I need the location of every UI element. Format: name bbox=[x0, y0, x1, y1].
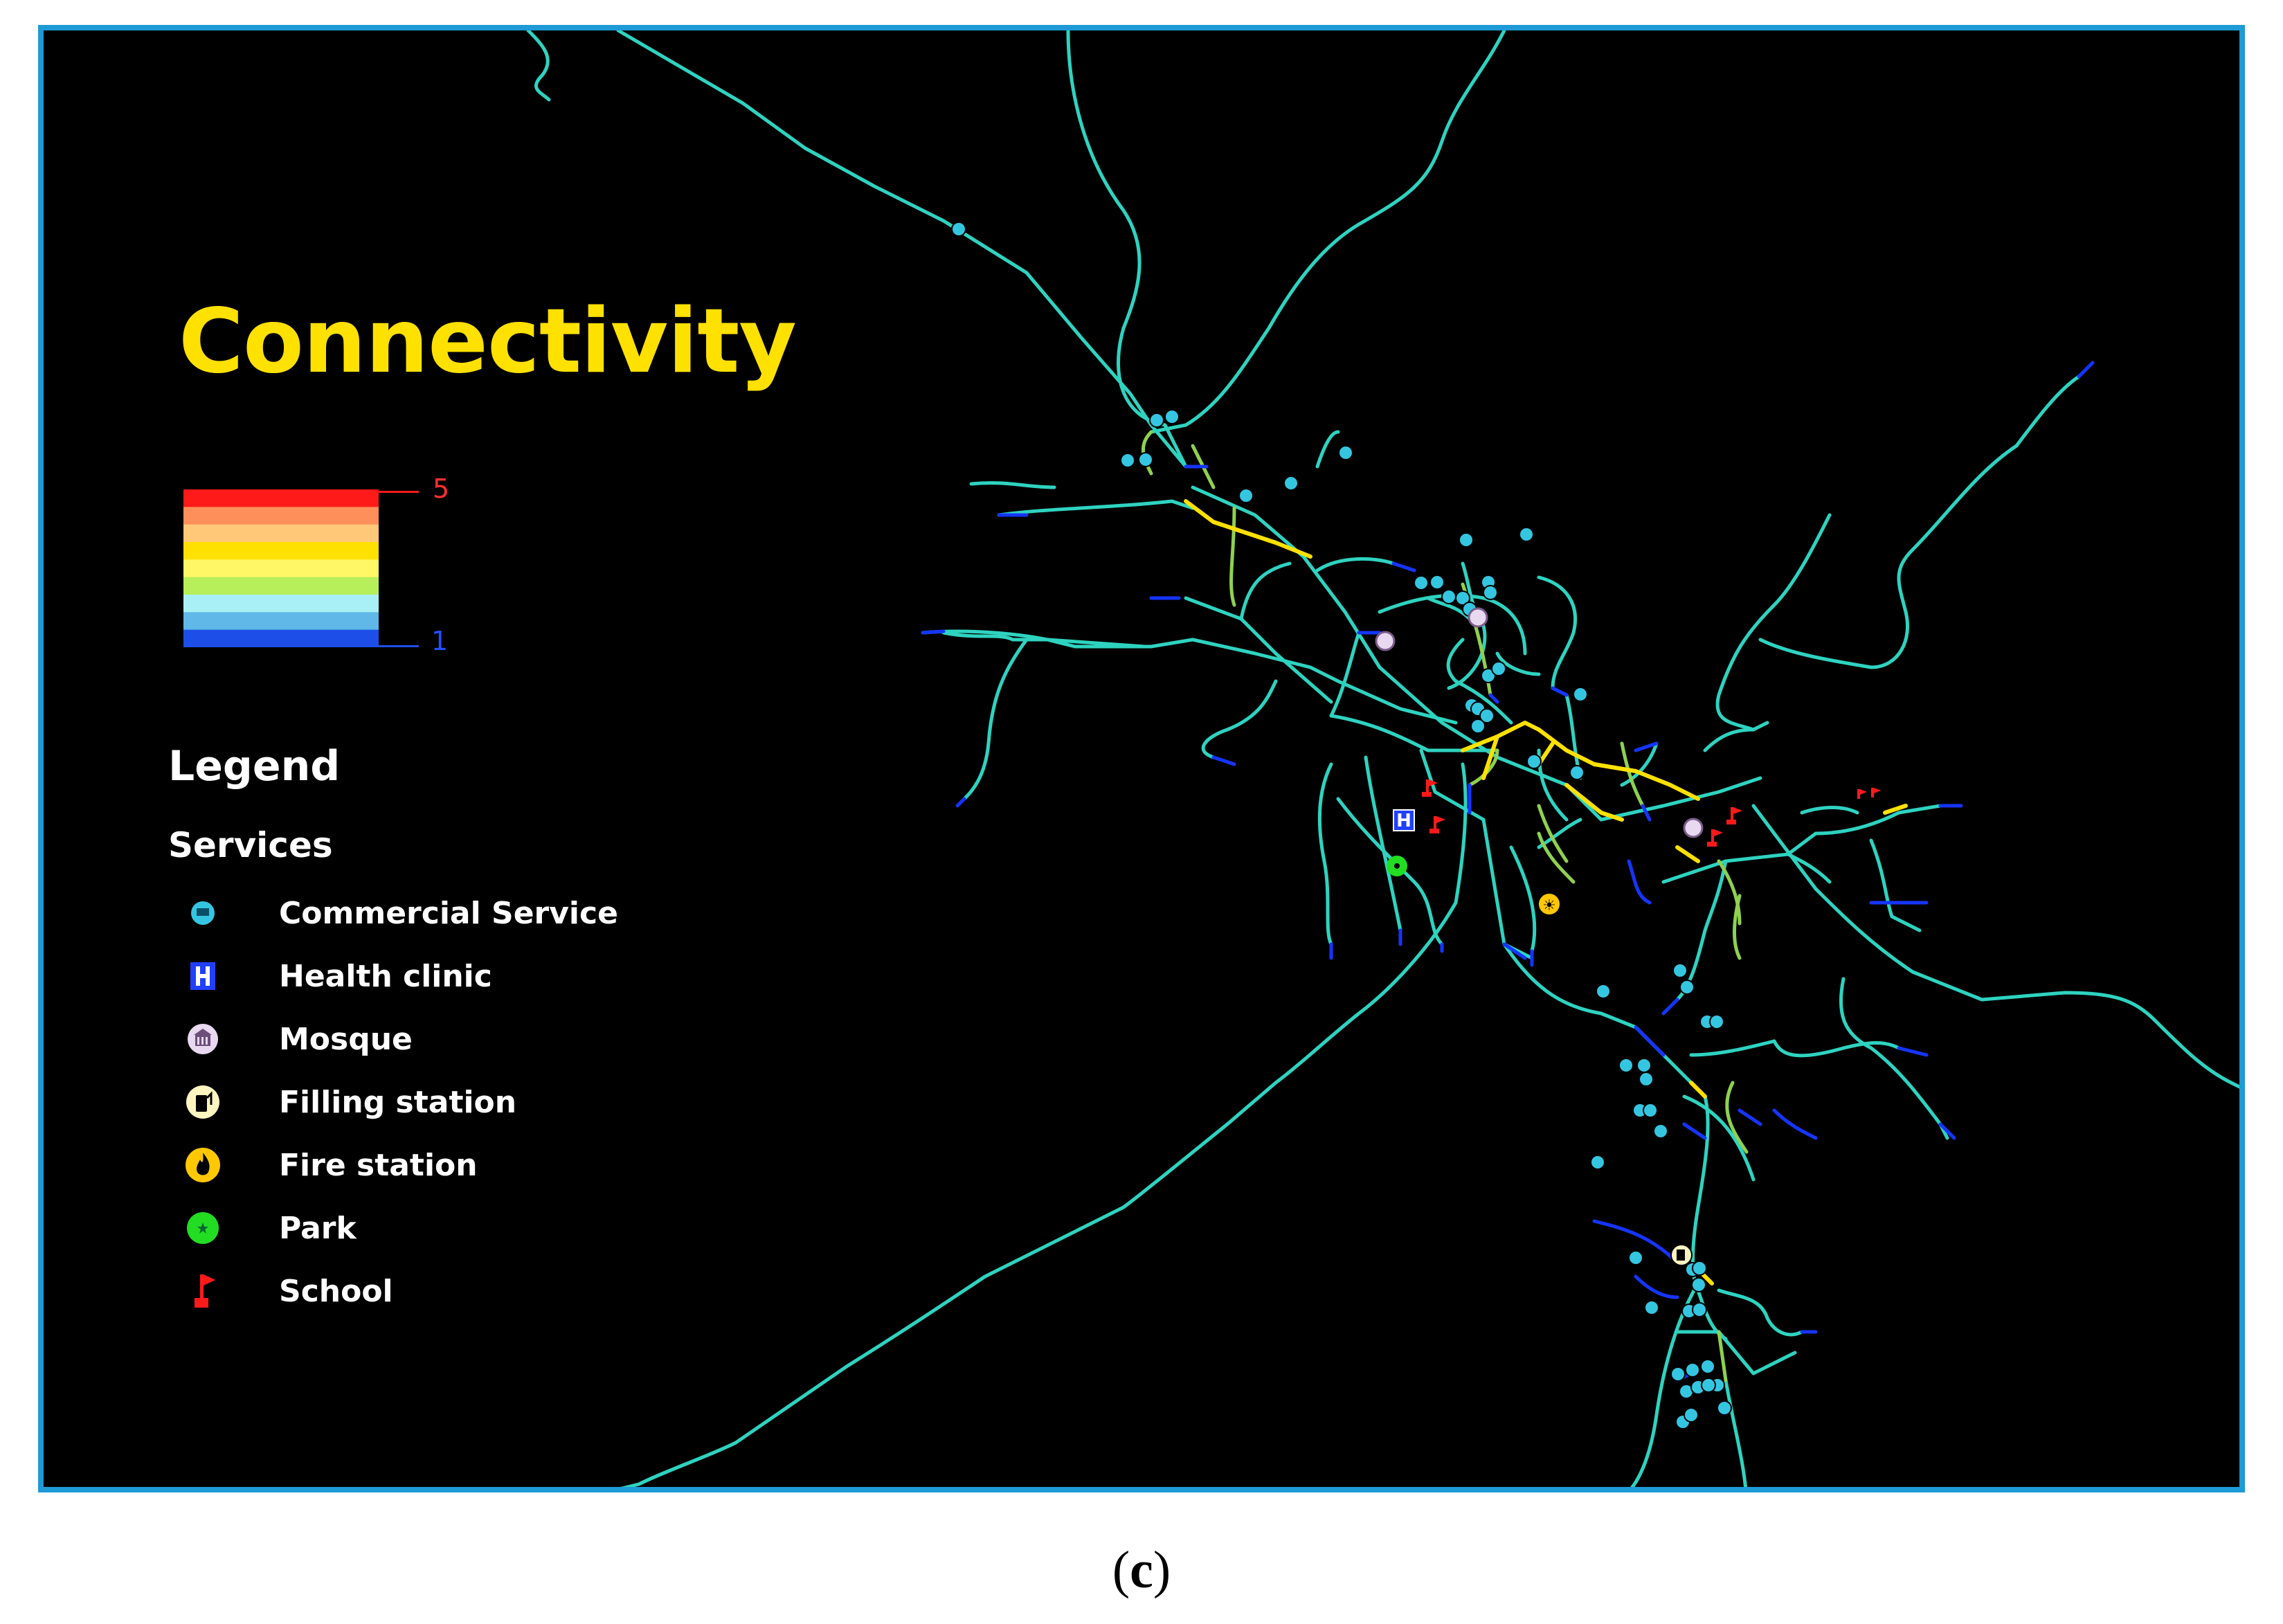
scale-band bbox=[183, 489, 379, 507]
commercial-markers bbox=[952, 222, 1731, 1429]
legend-item-school bbox=[182, 1270, 393, 1312]
legend-label-school: School bbox=[279, 1273, 393, 1309]
legend-label-health-clinic: Health clinic bbox=[279, 958, 492, 994]
mosque-markers bbox=[1376, 608, 1702, 837]
legend-item-mosque bbox=[182, 1018, 413, 1060]
filling-station-marker bbox=[1671, 1245, 1692, 1265]
legend-heading: Legend bbox=[168, 742, 341, 791]
map-frame bbox=[38, 25, 2245, 1492]
filling-station-icon bbox=[182, 1081, 224, 1123]
roads-connectivity-lowest bbox=[923, 363, 2245, 1492]
mosque-icon bbox=[182, 1018, 224, 1060]
map-title: Connectivity bbox=[179, 290, 796, 393]
legend-label-commercial: Commercial Service bbox=[279, 895, 618, 931]
roads-connectivity-high bbox=[1186, 501, 1906, 1283]
scale-band bbox=[183, 612, 379, 630]
scale-band bbox=[183, 525, 379, 543]
legend-item-commercial bbox=[182, 892, 618, 934]
legend-item-health-clinic bbox=[182, 955, 492, 997]
legend-label-filling-station: Filling station bbox=[279, 1084, 517, 1120]
legend-item-park bbox=[182, 1207, 357, 1249]
roads-connectivity-medium bbox=[1143, 432, 1747, 1380]
scale-gradient bbox=[183, 489, 379, 647]
legend-item-fire-station bbox=[182, 1144, 478, 1186]
scale-band bbox=[183, 507, 379, 525]
scale-band bbox=[183, 542, 379, 560]
scale-band bbox=[183, 559, 379, 577]
park-icon bbox=[182, 1207, 224, 1249]
svg-text:☀: ☀ bbox=[1542, 897, 1556, 914]
legend-label-fire-station: Fire station bbox=[279, 1147, 478, 1183]
figure-caption: (c) bbox=[1112, 1541, 1171, 1599]
scale-max-label: 5 bbox=[433, 473, 450, 504]
fire-station-marker bbox=[1538, 893, 1560, 915]
health-clinic-icon bbox=[182, 955, 224, 997]
park-marker bbox=[1387, 856, 1407, 876]
legend-label-mosque: Mosque bbox=[279, 1021, 413, 1057]
scale-band bbox=[183, 630, 379, 647]
scale-min-label: 1 bbox=[431, 626, 449, 656]
legend-subheading: Services bbox=[168, 825, 333, 865]
scale-max-tick bbox=[379, 491, 419, 493]
health-clinic-marker bbox=[1393, 810, 1414, 831]
roads-connectivity-low bbox=[459, 30, 2245, 1492]
fire-station-icon bbox=[182, 1144, 224, 1186]
scale-band bbox=[183, 577, 379, 595]
legend-label-park: Park bbox=[279, 1210, 357, 1246]
svg-text:H: H bbox=[1396, 811, 1411, 831]
legend-item-filling-station bbox=[182, 1081, 516, 1123]
commercial-icon bbox=[182, 892, 224, 934]
scale-min-tick bbox=[379, 645, 419, 647]
school-icon bbox=[182, 1270, 224, 1312]
scale-band bbox=[183, 595, 379, 613]
